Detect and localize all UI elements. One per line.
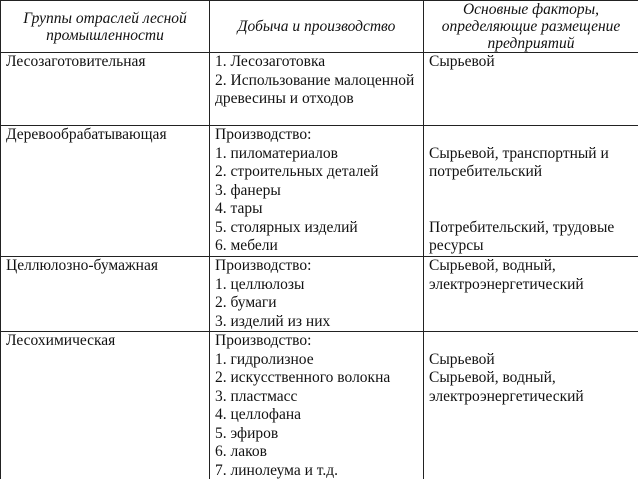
production-item: Производство: — [215, 126, 312, 143]
group-name: Лесозаготовительная — [6, 53, 146, 70]
production-item: 3. фанеры — [215, 181, 281, 199]
production-item: 3. пластмасс — [215, 387, 298, 405]
group-name: Лесохимическая — [6, 332, 116, 349]
table-header-row — [1, 1, 638, 53]
factor-item: Сырьевой, водный, электроэнергетический — [429, 369, 584, 405]
cell-group — [1, 332, 210, 479]
header-industry-groups: Группы отраслей лесной промышленности — [1, 1, 210, 53]
cell-production — [210, 126, 424, 257]
factor-item: Сырьевой — [429, 350, 495, 368]
group-name: Деревообрабатывающая — [6, 126, 167, 143]
cell-factors — [424, 332, 638, 479]
factor-item: Потребительский, трудовые ресурсы — [429, 218, 615, 254]
factor-item: Сырьевой, транспортный и потребительский — [429, 144, 609, 180]
production-item: 5. столярных изделий — [215, 218, 358, 236]
production-item: 1. гидролизное — [215, 350, 314, 368]
production-item: 6. мебели — [215, 237, 278, 254]
header-production: Добыча и производство — [210, 1, 424, 53]
cell-production — [210, 332, 424, 479]
header-location-factors: Основные факторы, определяющие размещение предприятий — [424, 1, 638, 53]
cell-production — [210, 53, 424, 126]
table-row — [1, 257, 638, 332]
production-item: 1. Лесозаготовка — [215, 53, 326, 70]
production-item: 5. эфиров — [215, 424, 279, 442]
cell-group — [1, 53, 210, 126]
production-item: 1. пиломатериалов — [215, 144, 338, 162]
table-row — [1, 53, 638, 126]
production-item: Производство: — [215, 257, 312, 274]
production-item: 2. Использование малоценной древесины и отходов — [215, 71, 415, 107]
production-item: 2. бумаги — [215, 294, 277, 311]
cell-factors — [424, 53, 638, 126]
production-item: 3. изделий из них — [215, 312, 331, 330]
production-item: 4. тары — [215, 200, 263, 217]
cell-factors — [424, 257, 638, 332]
production-item: 4. целлофана — [215, 406, 301, 423]
cell-production — [210, 257, 424, 332]
factor-item: Сырьевой — [429, 53, 495, 70]
production-item: 2. искусственного волокна — [215, 369, 391, 386]
production-item: 1. целлюлозы — [215, 275, 305, 293]
table-row — [1, 332, 638, 479]
group-name: Целлюлозно-бумажная — [6, 257, 158, 274]
factor-item: Сырьевой, водный, электроэнергетический — [429, 257, 584, 293]
production-item: 7. линолеума и т.д. — [215, 461, 339, 479]
cell-group — [1, 257, 210, 332]
cell-factors — [424, 126, 638, 257]
production-item: 2. строительных деталей — [215, 163, 379, 180]
table-row — [1, 126, 638, 257]
cell-group — [1, 126, 210, 257]
production-item: 6. лаков — [215, 443, 267, 460]
production-item: Производство: — [215, 332, 312, 349]
